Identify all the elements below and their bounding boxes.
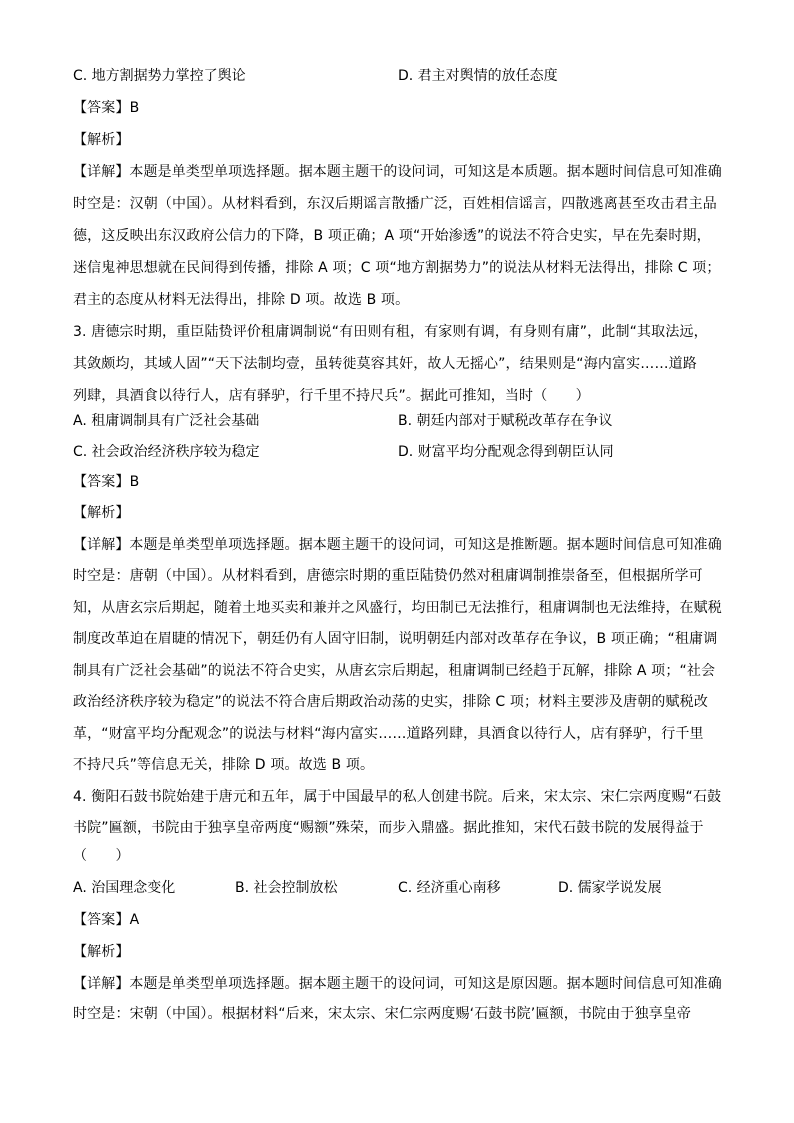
q3-detail-line: 【详解】本题是单类型单项选择题。据本题主题干的设问词，可知这是推断题。据本题时间信息可知准确 [73,537,722,553]
q3-detail-line: 不持尺兵”等信息无关，排除 D 项。故选 B 项。 [73,757,375,773]
q4-answer: 【答案】A [73,912,140,928]
q4-option-b: B. 社会控制放松 [235,880,338,896]
q2-option-c: C. 地方割据势力掌控了舆论 [73,68,246,84]
q3-option-c: C. 社会政治经济秩序较为稳定 [73,444,260,460]
q2-option-d: D. 君主对舆情的放任态度 [398,68,558,84]
q3-analysis-label: 【解析】 [73,505,130,521]
q2-detail-line: 君主的态度从材料无法得出，排除 D 项。故选 B 项。 [73,292,410,308]
q3-detail-line: 知，从唐玄宗后期起，随着土地买卖和兼并之风盛行，均田制已无法推行，租庸调制也无法维持，在赋税 [73,600,722,616]
q4-stem-line: 书院”匾额，书院由于独享皇帝两度“赐额”殊荣，而步入鼎盛。据此推知，宋代石鼓书院的发展得益于 [73,820,704,836]
q4-option-d: D. 儒家学说发展 [558,880,662,896]
q4-option-c: C. 经济重心南移 [398,880,501,896]
q2-detail-line: 时空是：汉朝（中国）。从材料看到，东汉后期谣言散播广泛，百姓相信谣言，四散逃离甚至攻击君主品 [73,196,717,212]
q2-detail-line: 迷信鬼神思想就在民间得到传播，排除 A 项；C 项“地方割据势力”的说法从材料无法得出，排除 C 项； [73,260,721,276]
q2-detail-line: 【详解】本题是单类型单项选择题。据本题主题干的设问词，可知这是本质题。据本题时间信息可知准确 [73,164,722,180]
q3-detail-line: 制度改革迫在眉睫的情况下，朝廷仍有人固守旧制，说明朝廷内部对改革存在争议，B 项正确；“租庸调 [73,631,718,647]
q3-detail-line: 时空是：唐朝（中国）。从材料看到，唐德宗时期的重臣陆贽仍然对租庸调制推崇备至，但根据所学可 [73,568,703,584]
q3-option-a: A. 租庸调制具有广泛社会基础 [73,413,260,429]
q3-option-b: B. 朝廷内部对于赋税改革存在争议 [398,413,613,429]
q2-answer: 【答案】B [73,100,140,116]
q4-detail-line: 时空是：宋朝（中国）。根据材料“后来，宋太宗、宋仁宗两度赐‘石鼓书院’匾额，书院由于独享皇帝 [73,1006,692,1022]
q3-option-d: D. 财富平均分配观念得到朝臣认同 [398,444,614,460]
q3-answer: 【答案】B [73,474,140,490]
q4-stem-line: 4. 衡阳石鼓书院始建于唐元和五年，属于中国最早的私人创建书院。后来，宋太宗、宋仁宗两度赐“石鼓 [73,789,722,805]
q4-analysis-label: 【解析】 [73,944,130,960]
q3-detail-line: 革，“财富平均分配观念”的说法与材料“海内富实……道路列肆，具酒食以待行人，店有驿驴，行千里 [73,726,704,742]
q3-stem-line: 列肆，具酒食以待行人，店有驿驴，行千里不持尺兵”。据此可推知，当时（ ） [73,388,590,404]
q4-stem-line: （ ） [73,848,130,864]
q3-detail-line: 政治经济秩序较为稳定”的说法不符合唐后期政治动荡的史实，排除 C 项；材料主要涉及唐朝的赋税改 [73,694,708,710]
q2-detail-line: 德，这反映出东汉政府公信力的下降，B 项正确；A 项“开始渗透”的说法不符合史实，早在先秦时期， [73,228,711,244]
q2-analysis-label: 【解析】 [73,132,130,148]
q4-detail-line: 【详解】本题是单类型单项选择题。据本题主题干的设问词，可知这是原因题。据本题时间信息可知准确 [73,976,722,992]
q3-stem-line: 其敛颇均，其域人固”“天下法制均壹，虽转徙莫容其奸，故人无摇心”，结果则是“海内富实……道路 [73,356,697,372]
q4-option-a: A. 治国理念变化 [73,880,176,896]
q3-stem-line: 3. 唐德宗时期，重臣陆贽评价租庸调制说“有田则有租，有家则有调，有身则有庸”，此制“其取法远， [73,324,708,340]
q3-detail-line: 制具有广泛社会基础”的说法不符合史实，从唐玄宗后期起，租庸调制已经趋于瓦解，排除 A 项；“社会 [73,663,716,679]
